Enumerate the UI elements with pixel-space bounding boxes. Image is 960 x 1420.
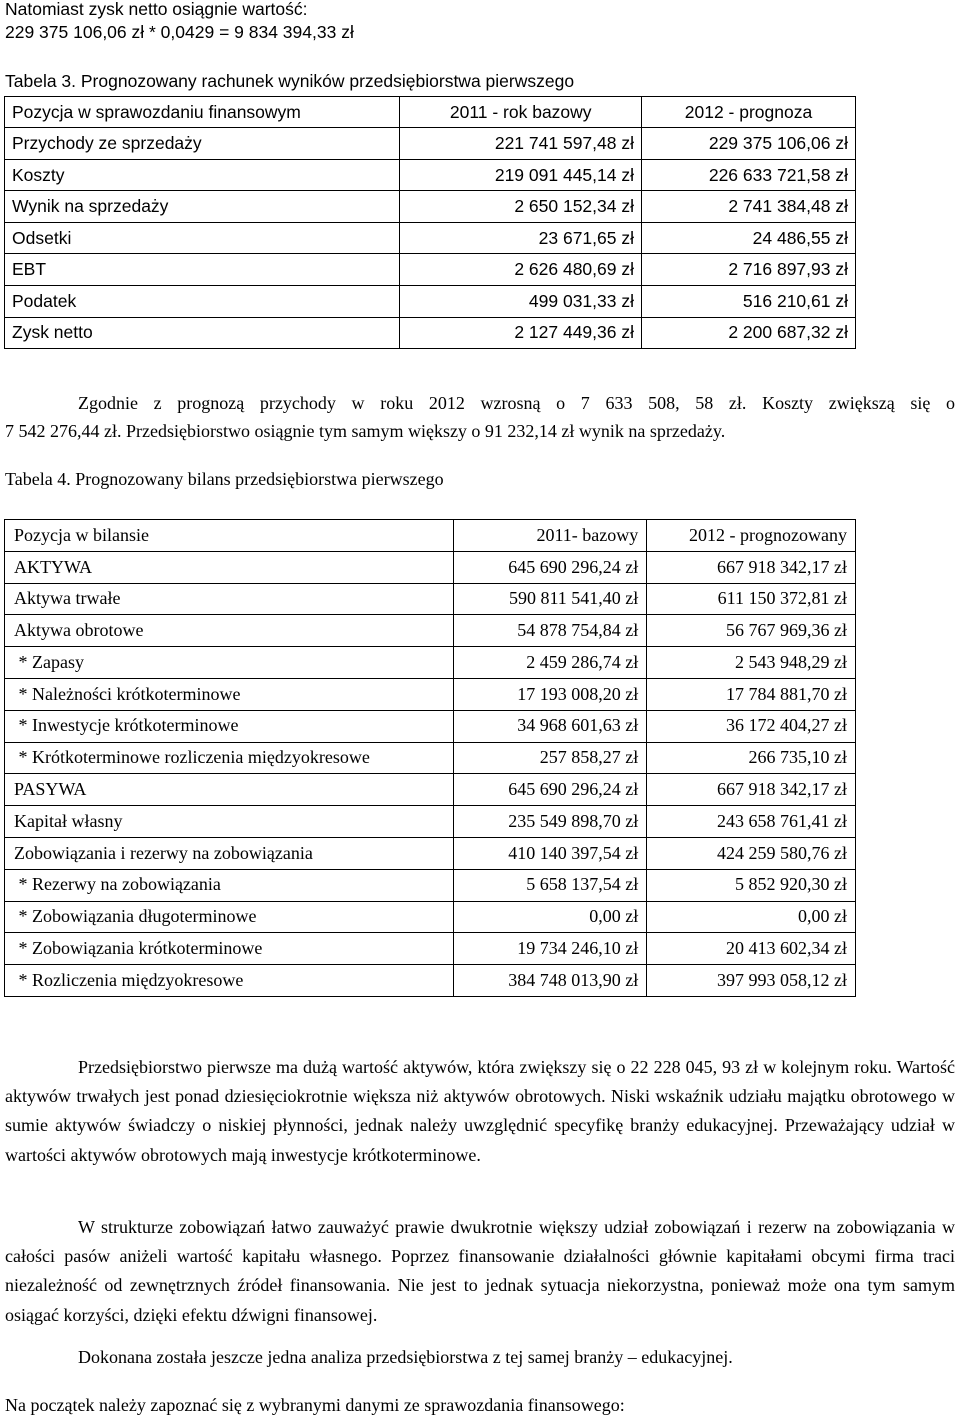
table-row: [5, 222, 856, 254]
table-row: [5, 806, 856, 838]
paragraph-text: Przedsiębiorstwo pierwsze ma dużą wartość aktywów, która zwiększy się o 22 228 045, 93 zł w kolejnym roku. Wartość aktywów trwałych jest ponad dziesięciokrotnie większa niż aktywów obrotowych. Niski wskaźnik udziału majątku obrotowego w sumie aktywów świadczy o niskiej płynności, jednak należy uwzględnić specyfikę branży edukacyjnej. Przeważający udział w wartości aktywów obrotowych mają inwestycje krótkoterminowe.: [5, 1057, 955, 1165]
row-label: Aktywa trwałe: [5, 583, 454, 615]
row-label: Zysk netto: [5, 317, 400, 349]
value-2011: 2 459 286,74 zł: [453, 647, 647, 679]
table-row: [5, 317, 856, 349]
value-2012: 0,00 zł: [647, 901, 856, 933]
value-2012: 5 852 920,30 zł: [647, 869, 856, 901]
value-2011: 2 626 480,69 zł: [400, 254, 642, 286]
table-row: [5, 647, 856, 679]
table-row: [5, 774, 856, 806]
table-header-row: [5, 520, 856, 552]
row-label: Podatek: [5, 285, 400, 317]
row-label: Koszty: [5, 159, 400, 191]
value-2012: 2 200 687,32 zł: [642, 317, 856, 349]
value-2011: 645 690 296,24 zł: [453, 774, 647, 806]
paragraph-analysis-note: [5, 1346, 955, 1369]
value-2011: 23 671,65 zł: [400, 222, 642, 254]
table-row: [5, 254, 856, 286]
table-row: [5, 615, 856, 647]
row-label: * Zobowiązania długoterminowe: [5, 901, 454, 933]
table-row: [5, 678, 856, 710]
value-2011: 499 031,33 zł: [400, 285, 642, 317]
paragraph-intro-next: Na początek należy zapoznać się z wybranymi danymi ze sprawozdania finansowego:: [5, 1395, 625, 1415]
value-2011: 645 690 296,24 zł: [453, 551, 647, 583]
paragraph-line: 7 542 276,44 zł. Przedsiębiorstwo osiągnie tym samym większy o 91 232,14 zł wynik na sprzedaży.: [5, 421, 726, 442]
header-cell: 2011 - rok bazowy: [400, 97, 642, 128]
table-row: [5, 583, 856, 615]
row-label: Odsetki: [5, 222, 400, 254]
value-2012: 667 918 342,17 zł: [647, 551, 856, 583]
header-cell: 2012 - prognoza: [642, 97, 856, 128]
table-row: [5, 965, 856, 997]
value-2012: 2 543 948,29 zł: [647, 647, 856, 679]
table-header-row: [5, 97, 856, 128]
row-label: * Zapasy: [5, 647, 454, 679]
row-label: * Inwestycje krótkoterminowe: [5, 710, 454, 742]
value-2011: 0,00 zł: [453, 901, 647, 933]
table-row: [5, 710, 856, 742]
row-label: * Należności krótkoterminowe: [5, 678, 454, 710]
paragraph-forecast: [5, 392, 955, 444]
table-row: [5, 869, 856, 901]
paragraph-liabilities: [5, 1213, 955, 1330]
value-2012: 226 633 721,58 zł: [642, 159, 856, 191]
value-2011: 235 549 898,70 zł: [453, 806, 647, 838]
intro-line-2: 229 375 106,06 zł * 0,0429 = 9 834 394,33 zł: [5, 22, 354, 42]
value-2011: 2 127 449,36 zł: [400, 317, 642, 349]
value-2012: 266 735,10 zł: [647, 742, 856, 774]
row-label: Wynik na sprzedaży: [5, 191, 400, 223]
row-label: * Rezerwy na zobowiązania: [5, 869, 454, 901]
row-label: Przychody ze sprzedaży: [5, 128, 400, 160]
value-2011: 590 811 541,40 zł: [453, 583, 647, 615]
table-row: [5, 837, 856, 869]
paragraph-line: Zgodnie z prognozą przychody w roku 2012 wzrosną o 7 633 508, 58 zł. Koszty zwiększą się o: [78, 393, 955, 413]
value-2012: 611 150 372,81 zł: [647, 583, 856, 615]
balance-forecast-table: [4, 519, 856, 997]
value-2011: 34 968 601,63 zł: [453, 710, 647, 742]
income-forecast-table: [4, 96, 856, 349]
table-row: [5, 285, 856, 317]
header-cell: Pozycja w sprawozdaniu finansowym: [5, 97, 400, 128]
table3-title: Tabela 3. Prognozowany rachunek wyników przedsiębiorstwa pierwszego: [5, 71, 575, 91]
value-2012: 36 172 404,27 zł: [647, 710, 856, 742]
value-2012: 20 413 602,34 zł: [647, 933, 856, 965]
paragraph-text: Dokonana została jeszcze jedna analiza przedsiębiorstwa z tej samej branży – edukacyjnej.: [78, 1347, 733, 1367]
row-label: Aktywa obrotowe: [5, 615, 454, 647]
intro-line-1: Natomiast zysk netto osiągnie wartość:: [5, 0, 308, 19]
table-row: [5, 128, 856, 160]
table-row: [5, 901, 856, 933]
paragraph-assets: [5, 1053, 955, 1170]
row-label: AKTYWA: [5, 551, 454, 583]
paragraph-text: W strukturze zobowiązań łatwo zauważyć prawie dwukrotnie większy udział zobowiązań i rezerw na zobowiązania w całości pasów aniżeli wartość kapitału własnego. Poprzez finansowanie działalności głównie kapitałami obcymi firma traci niezależność od zewnętrznych źródeł finansowania. Nie jest to jednak sytuacja niekorzystna, ponieważ może ona tym samym osiągać korzyści, dzięki efektu dźwigni finansowej.: [5, 1217, 955, 1325]
table-row: [5, 551, 856, 583]
table4-title: Tabela 4. Prognozowany bilans przedsiębiorstwa pierwszego: [5, 469, 444, 489]
value-2012: 243 658 761,41 zł: [647, 806, 856, 838]
row-label: * Zobowiązania krótkoterminowe: [5, 933, 454, 965]
row-label: PASYWA: [5, 774, 454, 806]
value-2012: 2 716 897,93 zł: [642, 254, 856, 286]
value-2012: 424 259 580,76 zł: [647, 837, 856, 869]
row-label: * Krótkoterminowe rozliczenia międzyokresowe: [5, 742, 454, 774]
value-2011: 410 140 397,54 zł: [453, 837, 647, 869]
value-2012: 397 993 058,12 zł: [647, 965, 856, 997]
table-row: [5, 191, 856, 223]
value-2011: 17 193 008,20 zł: [453, 678, 647, 710]
header-cell: Pozycja w bilansie: [5, 520, 454, 552]
header-cell: 2011- bazowy: [453, 520, 647, 552]
table-row: [5, 159, 856, 191]
value-2011: 257 858,27 zł: [453, 742, 647, 774]
value-2011: 5 658 137,54 zł: [453, 869, 647, 901]
row-label: * Rozliczenia międzyokresowe: [5, 965, 454, 997]
header-cell: 2012 - prognozowany: [647, 520, 856, 552]
row-label: Zobowiązania i rezerwy na zobowiązania: [5, 837, 454, 869]
row-label: Kapitał własny: [5, 806, 454, 838]
value-2012: 17 784 881,70 zł: [647, 678, 856, 710]
row-label: EBT: [5, 254, 400, 286]
value-2011: 219 091 445,14 zł: [400, 159, 642, 191]
value-2011: 54 878 754,84 zł: [453, 615, 647, 647]
value-2011: 2 650 152,34 zł: [400, 191, 642, 223]
table-row: [5, 933, 856, 965]
value-2011: 221 741 597,48 zł: [400, 128, 642, 160]
value-2012: 667 918 342,17 zł: [647, 774, 856, 806]
value-2011: 384 748 013,90 zł: [453, 965, 647, 997]
value-2011: 19 734 246,10 zł: [453, 933, 647, 965]
value-2012: 2 741 384,48 zł: [642, 191, 856, 223]
table-row: [5, 742, 856, 774]
value-2012: 56 767 969,36 zł: [647, 615, 856, 647]
value-2012: 229 375 106,06 zł: [642, 128, 856, 160]
value-2012: 516 210,61 zł: [642, 285, 856, 317]
value-2012: 24 486,55 zł: [642, 222, 856, 254]
